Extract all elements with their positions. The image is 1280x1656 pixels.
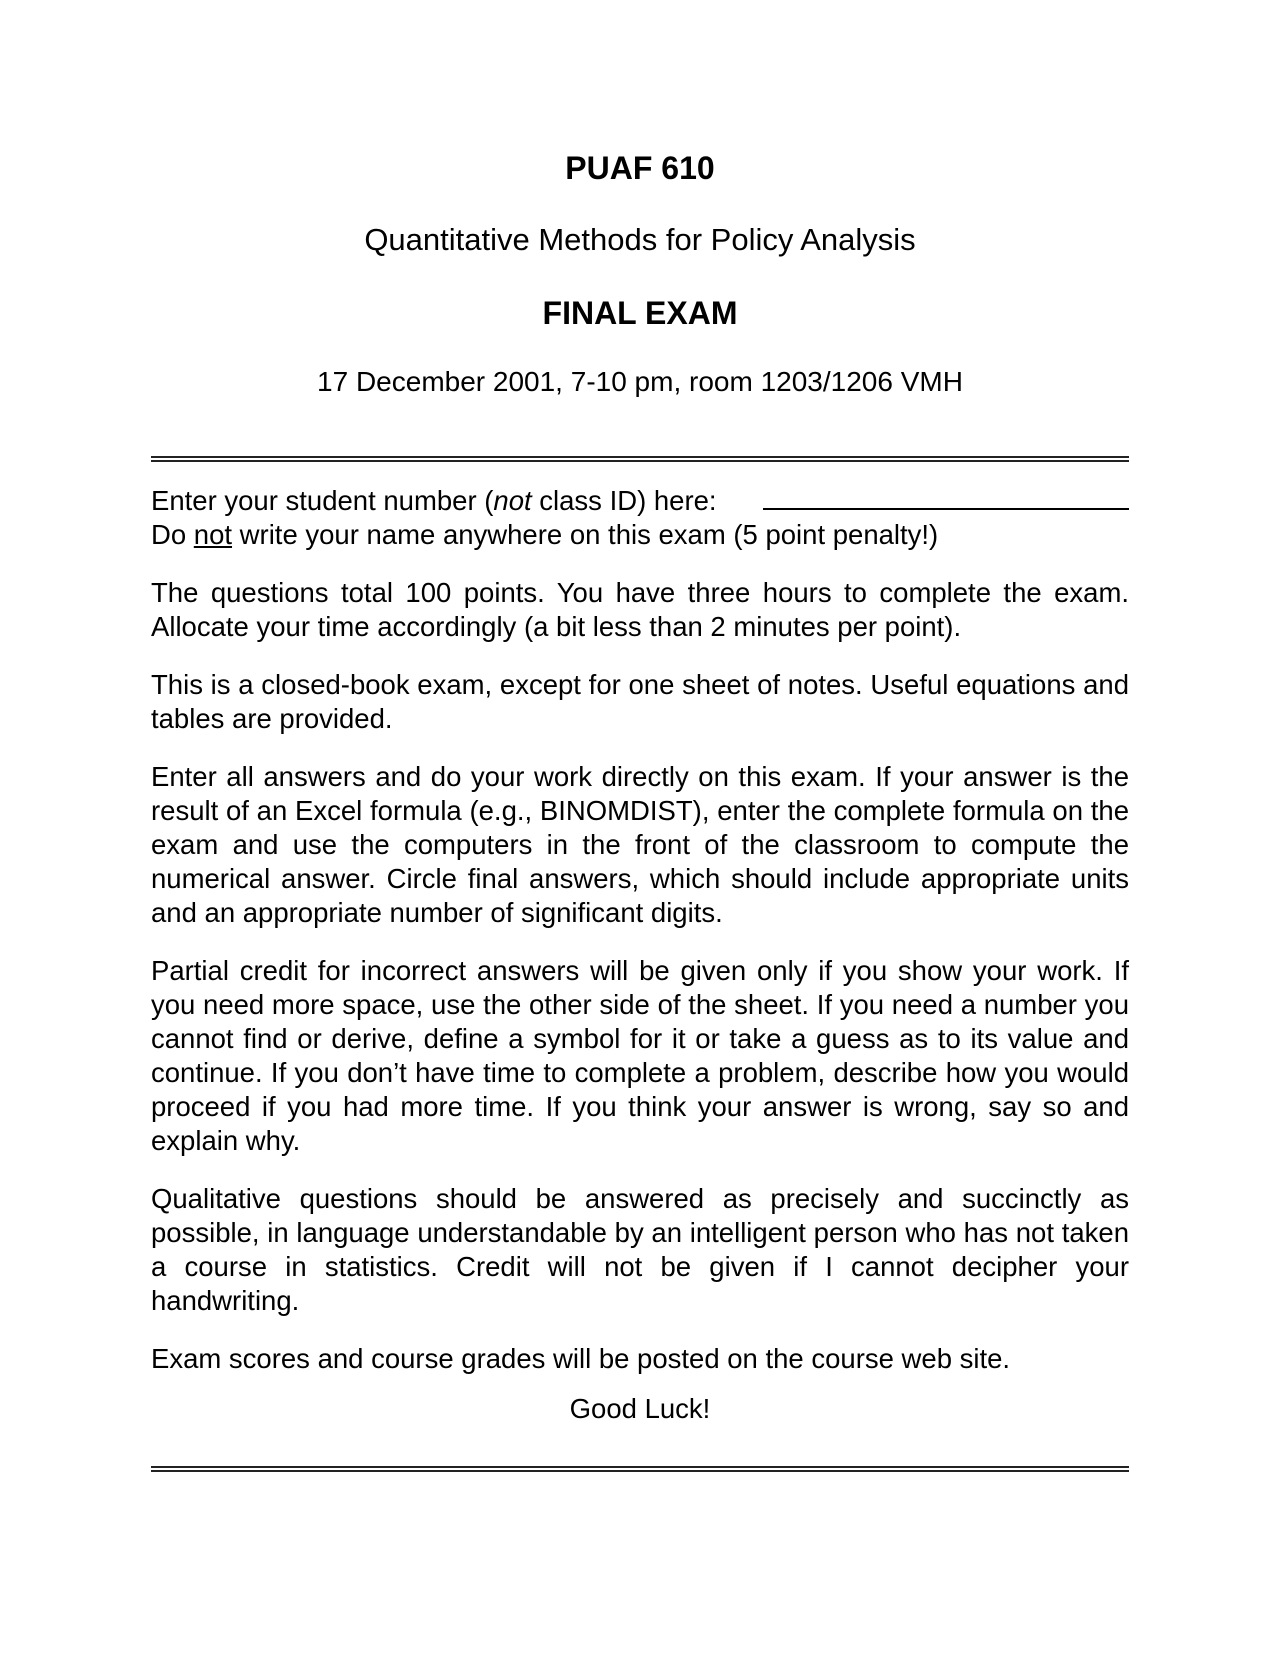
student-number-label: Enter your student number (not class ID) here: xyxy=(151,485,717,516)
exam-date: 17 December 2001, 7-10 pm, room 1203/1206 VMH xyxy=(317,366,963,397)
student-number-line xyxy=(151,484,1129,518)
instructions xyxy=(151,484,1129,1450)
student-number-blank[interactable] xyxy=(763,484,1129,510)
id-instructions xyxy=(151,484,1129,552)
closed-book-paragraph: This is a closed-book exam, except for one sheet of notes. Useful equations and tables are provided. xyxy=(151,669,1129,734)
exam-cover-page xyxy=(151,0,1129,1656)
not-underlined: not xyxy=(193,519,233,550)
answers-paragraph: Enter all answers and do your work directly on this exam. If your answer is the result of an Excel formula (e.g., BINOMDIST), enter the complete formula on the exam and use the computers in the front of the classroom to compute the numerical answer. Circle final answers, which should include appropriate units and an appropriate number of significant digits. xyxy=(151,761,1129,928)
name-warning: Do not write your name anywhere on this exam (5 point penalty!) xyxy=(151,519,939,550)
points-paragraph: The questions total 100 points. You have three hours to complete the exam. Allocate your time accordingly (a bit less than 2 minutes per point). xyxy=(151,577,1129,642)
bottom-double-rule xyxy=(151,1466,1129,1472)
top-double-rule xyxy=(151,456,1129,462)
not-italic: not xyxy=(493,485,532,516)
partial-credit-paragraph: Partial credit for incorrect answers will be given only if you show your work. If you need more space, use the other side of the sheet. If you need a number you cannot find or derive, define a symbol for it or take a guess as to its value and continue. If you don’t have time to complete a problem, describe how you would proceed if you had more time. If you think your answer is wrong, say so and explain why. xyxy=(151,955,1129,1156)
good-luck: Good Luck! xyxy=(569,1393,711,1424)
course-title: Quantitative Methods for Policy Analysis xyxy=(364,222,916,257)
exam-title: FINAL EXAM xyxy=(542,295,738,331)
qualitative-paragraph: Qualitative questions should be answered as precisely and succinctly as possible, in language understandable by an intelligent person who has not taken a course in statistics. Credit will not be given if I cannot decipher your handwriting. xyxy=(151,1183,1129,1316)
scores-paragraph: Exam scores and course grades will be posted on the course web site. xyxy=(151,1343,1011,1374)
course-code: PUAF 610 xyxy=(565,150,715,186)
